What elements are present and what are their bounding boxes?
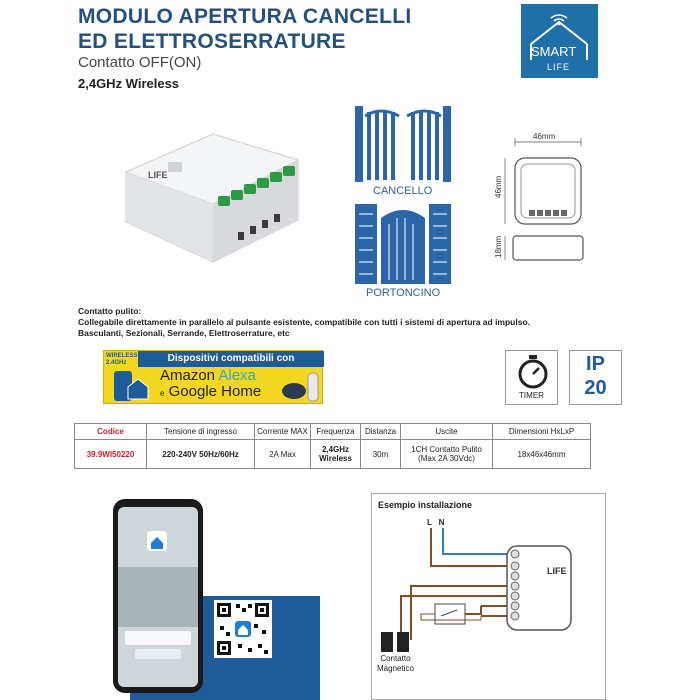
cell-uscite-line-2: (Max 2A 30Vdc) — [418, 454, 475, 463]
cancello-label: CANCELLO — [373, 185, 433, 197]
wireless-badge — [106, 353, 137, 367]
alexa-text: Alexa — [218, 367, 256, 384]
smartphone-image — [113, 497, 205, 695]
and-text: e — [160, 389, 165, 398]
header-codice: Codice — [75, 424, 147, 440]
cell-frequenza: 2,4GHz Wireless — [311, 440, 361, 469]
wireless-badge-text: WIRELESS — [106, 353, 138, 359]
timer-label: TIMER — [519, 391, 544, 400]
table-header-row — [75, 424, 591, 440]
cell-distanza: 30m — [361, 440, 401, 469]
height-label: 46mm — [494, 175, 503, 198]
qr-code — [214, 600, 272, 658]
ip-text: IP — [586, 353, 605, 375]
logo-smart-text: SMART — [531, 44, 577, 59]
page-title — [78, 4, 411, 54]
header-tensione: Tensione di ingresso — [147, 424, 255, 440]
cell-uscite — [401, 440, 493, 469]
phone-house-icon — [110, 369, 150, 403]
cell-uscite-line-1: 1CH Contatto Pulito — [411, 445, 482, 454]
amazon-text: Amazon — [160, 367, 216, 384]
title-line-2: ED ELETTROSERRATURE — [78, 30, 346, 53]
switch-icon — [435, 604, 465, 624]
contatto-line-2: Magnetico — [377, 664, 414, 673]
ip-value: 20 — [584, 377, 607, 399]
smart-life-logo — [521, 4, 598, 78]
amazon-alexa-label — [160, 367, 256, 384]
header-corrente: Corrente MAX — [255, 424, 311, 440]
cell-tensione: 220-240V 50Hz/60Hz — [147, 440, 255, 469]
description-line-1: Contatto pulito: — [78, 306, 142, 316]
compat-header: Dispositivi compatibili con — [138, 351, 324, 367]
logo-life-text: LIFE — [547, 62, 571, 72]
smart-speakers-icon — [280, 369, 322, 403]
compatibility-banner — [103, 350, 323, 404]
ip-rating-badge — [569, 350, 622, 405]
install-title: Esempio installazione — [378, 500, 473, 510]
gate-icon — [355, 106, 451, 182]
depth-label: 18mm — [494, 235, 503, 258]
gates-illustration — [355, 104, 455, 294]
label-n: N — [438, 518, 445, 527]
description-line-3: Basculanti, Sezionali, Serrande, Elettroserrature, etc — [78, 328, 290, 338]
description-line-2: Collegabile direttamente in parallelo al pulsante esistente, compatibile con tutti i sistemi di apertura ad impulso. — [78, 317, 531, 327]
cell-dimensioni: 18x46x46mm — [493, 440, 591, 469]
cell-codice: 39.9WI50220 — [75, 440, 147, 469]
header-frequenza: Frequenza — [311, 424, 361, 440]
cell-corrente: 2A Max — [255, 440, 311, 469]
dimensions-drawing — [493, 128, 593, 268]
width-label: 46mm — [533, 132, 556, 141]
contatto-line-1: Contatto — [380, 654, 411, 663]
google-text: Google Home — [168, 383, 262, 400]
label-l: L — [427, 518, 432, 527]
magnetic-contact-icon — [381, 632, 409, 652]
description — [78, 306, 530, 339]
stopwatch-icon — [517, 355, 549, 389]
title-line-1: MODULO APERTURA CANCELLI — [78, 5, 412, 28]
header-dimensioni: Dimensioni HxLxP — [493, 424, 591, 440]
door-icon — [355, 204, 451, 284]
header-distanza: Distanza — [361, 424, 401, 440]
wireless-badge-freq: 2.4GHz — [106, 360, 127, 366]
table-row — [75, 440, 591, 469]
magnetic-contact-label — [377, 654, 414, 674]
device-brand-text: LIFE — [148, 170, 168, 180]
subtitle: Contatto OFF(ON) — [78, 54, 202, 71]
wireless-label: 2,4GHz Wireless — [78, 76, 180, 91]
header-uscite: Uscite — [401, 424, 493, 440]
timer-badge — [505, 350, 558, 405]
module-brand-text: LIFE — [547, 566, 567, 576]
google-home-label — [160, 383, 261, 400]
portoncino-label: PORTONCINO — [366, 287, 441, 299]
module-device-image — [118, 132, 308, 282]
spec-table — [74, 423, 591, 469]
